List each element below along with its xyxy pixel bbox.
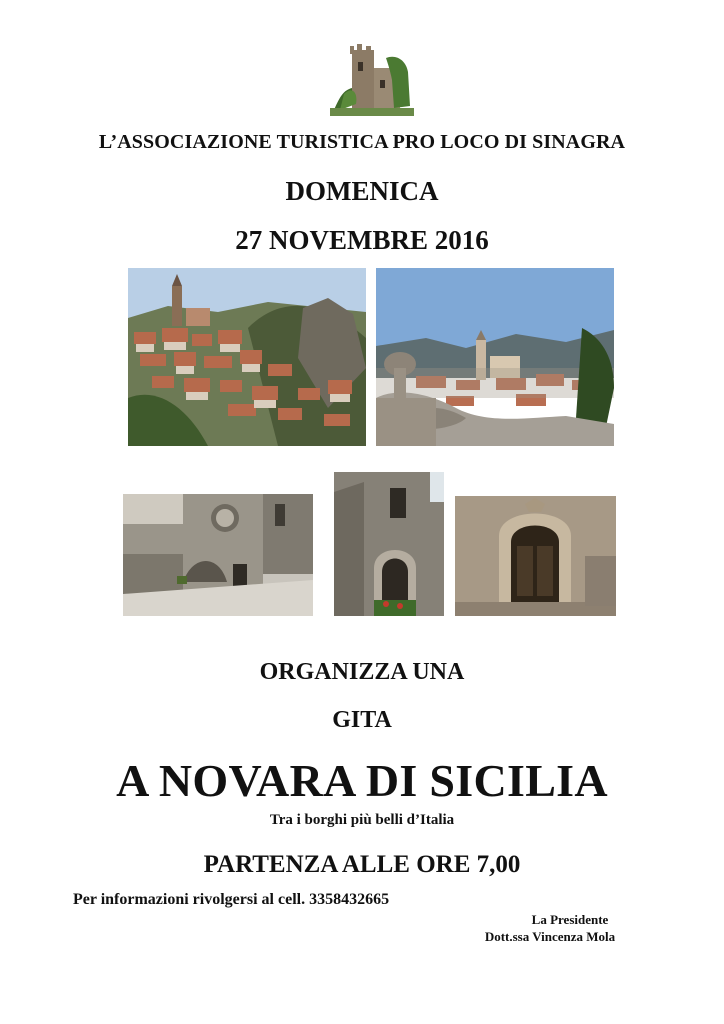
association-name: L’ASSOCIAZIONE TURISTICA PRO LOCO DI SINAGRA <box>98 131 626 153</box>
castle-ruin-logo <box>330 40 414 116</box>
event-day: DOMENICA <box>285 176 439 206</box>
signature-role: La Presidente <box>531 912 609 927</box>
destination-tagline: Tra i borghi più belli d’Italia <box>269 812 455 828</box>
town-panorama-photo <box>376 268 614 446</box>
organizes-text: ORGANIZZA UNA <box>259 659 465 685</box>
departure-time: PARTENZA ALLE ORE 7,00 <box>203 851 521 878</box>
signature-name: Dott.ssa Vincenza Mola <box>484 929 616 944</box>
stone-building-photo <box>123 494 313 616</box>
event-date: 27 NOVEMBRE 2016 <box>235 225 489 255</box>
stone-arch-doorway-photo <box>334 472 444 616</box>
ornate-portal-photo <box>455 496 616 616</box>
town-hillside-photo <box>128 268 366 446</box>
destination-title: A NOVARA DI SICILIA <box>116 755 608 806</box>
trip-text: GITA <box>332 707 392 733</box>
contact-info: Per informazioni rivolgersi al cell. 3358432665 <box>73 891 390 908</box>
